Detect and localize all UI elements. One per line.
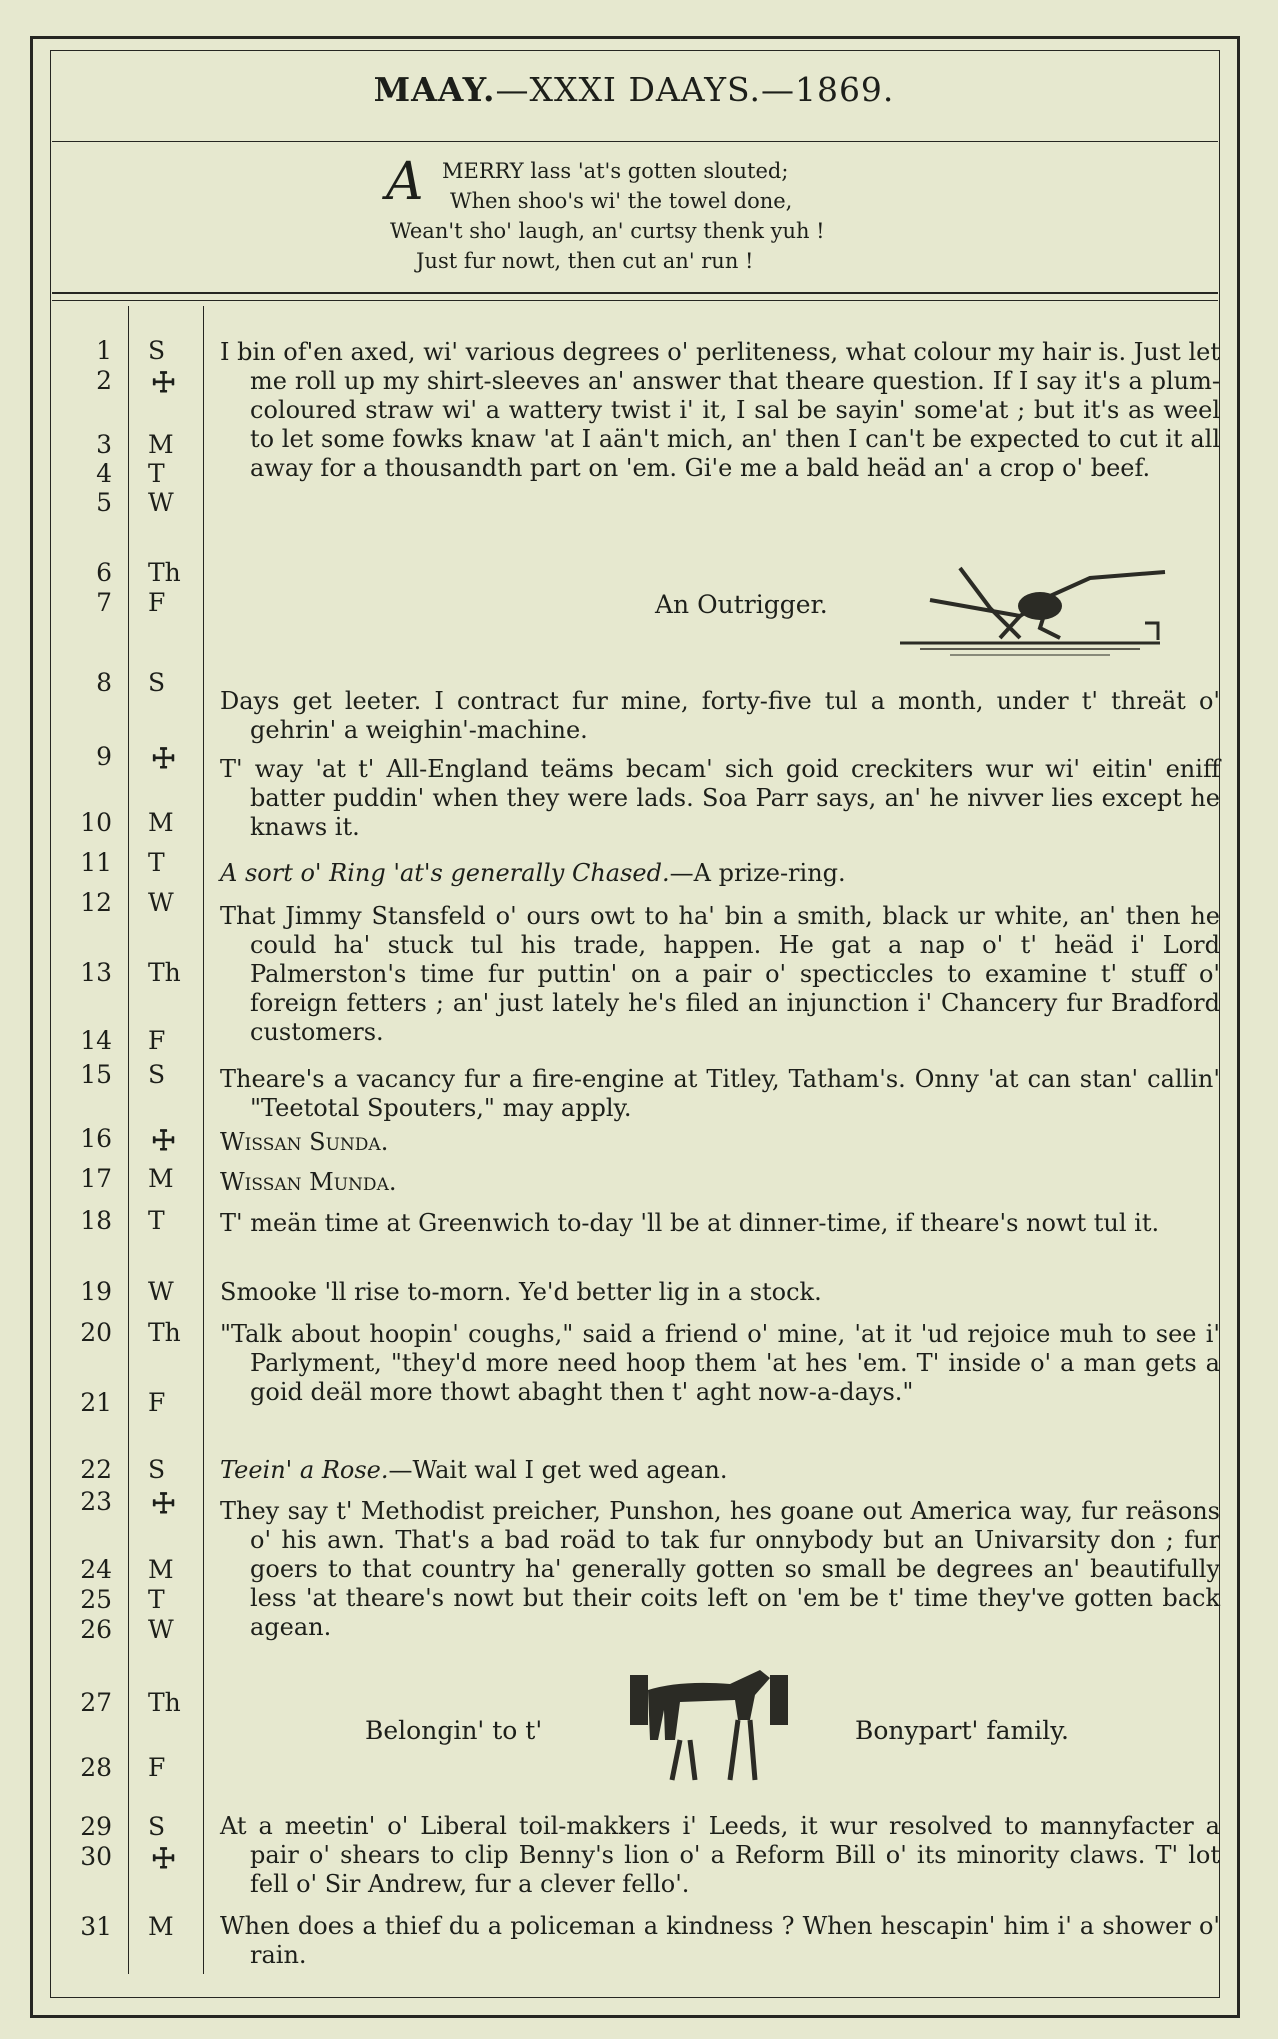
day-number: 20 [80,1318,112,1347]
day-number: 26 [80,1615,112,1644]
verse-line: MERRY lass 'at's gotten slouted; [442,159,789,183]
day-number: 18 [80,1206,112,1235]
day-number: 17 [80,1164,112,1193]
day-of-week: M [148,430,174,459]
column-rule-2 [203,306,204,1974]
day-of-week: F [148,1026,166,1055]
entry-17: Wissan Munda. [220,1168,397,1196]
entry-20: "Talk about hoopin' coughs," said a friend o' mine, 'at it 'ud rejoice muh to see i' Parlyment, "they'd more need hoop them 'at hes 'em. T' inside o' a man gets a goid deäl more thowt abaght then t' aght now-a-days." [220,1320,1220,1406]
outrigger-caption: An Outrigger. [655,590,828,619]
entry-15: Theare's a vacancy fur a fire-engine at Titley, Tatham's. Onny 'at can stan' callin' "Teetotal Spouters," may apply. [220,1065,1220,1122]
day-number: 24 [80,1555,112,1584]
day-of-week: F [148,588,166,617]
day-of-week: ☩ [151,1487,177,1520]
day-of-week: Th [148,558,181,587]
entry-1: I bin of'en axed, wi' various degrees o' perliteness, what colour my hair is. Just let me roll up my shirt-sleeves an' answer that theare question. If I say it's a plum-coloured straw wi' a wattery twist i' it, I sal be sayin' some'at ; but it's as weel to let some fowks knaw 'at I aän't mich, an' then I can't be expected to cut it all away for a thousandth part on 'em. Gi'e me a bald heäd an' a crop o' beef. [220,338,1220,482]
verse-line: Just fur nowt, then cut an' run ! [416,249,754,273]
day-of-week: ☩ [151,366,177,399]
day-of-week: T [148,1206,165,1235]
day-number: 22 [80,1455,112,1484]
entry-31: When does a thief du a policeman a kindness ? When hescapin' him i' a shower o' rain. [220,1912,1220,1969]
entry-16: Wissan Sunda. [220,1128,389,1156]
day-number: 31 [80,1912,112,1941]
day-number: 16 [80,1124,112,1153]
day-of-week: Th [148,958,181,987]
day-number: 28 [80,1753,112,1782]
day-number: 12 [80,888,112,917]
horse-caption-left: Belongin' to t' [365,1716,543,1745]
day-of-week: T [148,459,165,488]
day-number: 3 [96,430,112,459]
column-rule-1 [128,306,129,1974]
day-of-week: M [148,1164,174,1193]
entry-8: Days get leeter. I contract fur mine, forty-five tul a month, under t' threät o' gehrin' a weighin'-machine. [220,687,1220,744]
horse-caption-right: Bonypart' family. [855,1716,1069,1745]
day-number: 13 [80,958,112,987]
day-number: 19 [80,1277,112,1306]
day-number: 21 [80,1388,112,1417]
day-number: 7 [96,588,112,617]
day-of-week: S [148,1060,166,1089]
day-of-week: ☩ [151,742,177,775]
day-number: 2 [96,366,112,395]
day-number: 6 [96,558,112,587]
day-of-week: S [148,668,166,697]
day-number: 29 [80,1812,112,1841]
day-number: 10 [80,808,112,837]
day-of-week: T [148,1585,165,1614]
day-number: 27 [80,1688,112,1717]
day-of-week: F [148,1753,166,1782]
day-number: 25 [80,1585,112,1614]
day-of-week: F [148,1388,166,1417]
day-of-week: W [148,488,174,517]
verse-dropcap: A [386,152,424,212]
day-of-week: S [148,1812,166,1841]
entry-29: At a meetin' o' Liberal toil-makkers i' Leeds, it wur resolved to mannyfacter a pair o' shears to clip Benny's lion o' a Reform Bill o' its minority claws. T' lot fell o' Sir Andrew, fur a clever fello'. [220,1812,1220,1898]
entry-23: They say t' Methodist preicher, Punshon, hes goane out America way, fur reäsons o' his awn. That's a bad roäd to tak fur onnybody but an Univarsity don ; fur goers to that country ha' generally gotten so small be degrees an' beautifully less 'at theare's nowt but their coits left on 'em be t' time they've gotten back agean. [220,1497,1220,1641]
day-of-week: ☩ [151,1124,177,1157]
verse-line: When shoo's wi' the towel done, [450,189,793,213]
day-number: 1 [96,336,112,365]
day-of-week: W [148,1615,174,1644]
entry-11: A sort o' Ring 'at's generally Chased.—A prize-ring. [220,859,846,887]
verse [380,152,940,276]
day-number: 4 [96,459,112,488]
verse-rule-top [52,292,1218,294]
entry-18: T' meän time at Greenwich to-day 'll be at dinner-time, if theare's nowt tul it. [220,1209,1160,1237]
day-of-week: M [148,1912,174,1941]
entry-12: That Jimmy Stansfeld o' ours owt to ha' bin a smith, black ur white, an' then he could ha' stuck tul his trade, happen. He gat a nap o' t' heäd i' Lord Palmerston's time fur puttin' on a pair o' specticcles to examine t' stuff o' foreign fetters ; an' just lately he's filed an injunction i' Chancery fur Bradford customers. [220,902,1220,1046]
verse-line: Wean't sho' laugh, an' curtsy thenk yuh ! [390,219,825,243]
day-of-week: Th [148,1688,181,1717]
verse-rule-bottom [52,300,1218,301]
day-number: 11 [80,848,112,877]
day-of-week: M [148,1555,174,1584]
day-of-week: T [148,848,165,877]
day-number: 8 [96,668,112,697]
title-rule [52,141,1218,142]
day-of-week: W [148,1277,174,1306]
day-number: 23 [80,1487,112,1516]
entry-22: Teein' a Rose.—Wait wal I get wed agean. [220,1456,728,1484]
day-of-week: S [148,1455,166,1484]
page-title: MAAY.—XXXI DAAYS.—1869. [373,70,895,109]
entry-19: Smooke 'll rise to-morn. Ye'd better lig in a stock. [220,1278,822,1306]
day-number: 9 [96,742,112,771]
day-of-week: W [148,888,174,917]
day-of-week: Th [148,1318,181,1347]
outrigger-illustration [890,548,1170,678]
day-number: 15 [80,1060,112,1089]
entry-9: T' way 'at t' All-England teäms becam' sich goid creckiters wur wi' eitin' eniff batter puddin' when they were lads. Soa Parr says, an' he nivver lies except he knaws it. [220,755,1220,841]
day-number: 14 [80,1026,112,1055]
day-of-week: M [148,808,174,837]
day-of-week: S [148,336,166,365]
day-of-week: ☩ [151,1842,177,1875]
day-number: 30 [80,1842,112,1871]
day-number: 5 [96,488,112,517]
horse-illustration [620,1660,800,1785]
